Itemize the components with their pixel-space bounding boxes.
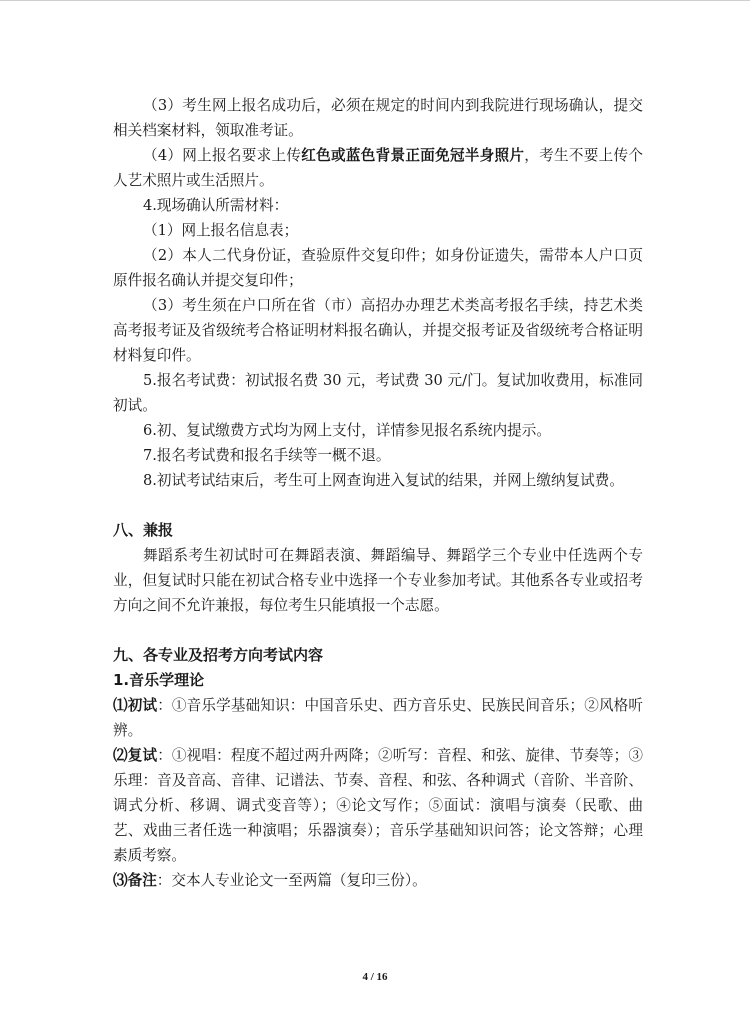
- item-exam-fees: 5.报名考试费：初试报名费 30 元，考试费 30 元/门。复试加收费用，标准同初试。: [113, 372, 643, 414]
- photo-requirement-suffix: ，考生不要上传个人艺术照片或生活照片。: [113, 147, 643, 189]
- exam-second-round-label: ⑵复试: [113, 747, 158, 764]
- item-onsite-materials-heading: 4.现场确认所需材料：: [143, 197, 289, 214]
- item-results-query: 8.初试考试结束后，考生可上网查询进入复试的结果，并网上缴纳复试费。: [143, 472, 624, 489]
- item-onsite-material-1: （1）网上报名信息表；: [143, 222, 299, 239]
- exam-preliminary-label: ⑴初试: [113, 697, 158, 714]
- item-no-refund: 7.报名考试费和报名手续等一概不退。: [143, 447, 391, 464]
- exam-note-label: ⑶备注: [113, 872, 157, 889]
- item-onsite-material-2: （2）本人二代身份证，查验原件交复印件；如身份证遗失，需带本人户口页原件报名确认并提交复印件；: [113, 247, 643, 289]
- page-edge: [0, 0, 750, 1]
- exam-note-text: ：交本人专业论文一至两篇（复印三份）。: [156, 872, 427, 889]
- exam-second-round-text: ：①视唱：程度不超过两升两降；②听写：音程、和弦、旋律、节奏等；③乐理：音及音高、音律、记谱法、节奏、音程、和弦、各种调式（音阶、半音阶、调式分析、移调、调式变音等）；④论文写作；⑤面试：演唱与演奏（民歌、曲艺、戏曲三者任选一种演唱；乐器演奏）；音乐学基础知识问答；论文答辩；心理素质考察。: [113, 747, 643, 864]
- page-number: 4 / 16: [362, 971, 388, 983]
- exam-preliminary-text: ：①音乐学基础知识：中国音乐史、西方音乐史、民族民间音乐；②风格听辨。: [113, 697, 643, 739]
- section-title-exam-content: 九、各专业及招考方向考试内容: [113, 646, 324, 664]
- exam-second-round: [113, 743, 643, 868]
- document-body: [113, 93, 643, 893]
- paragraph-registration-confirmation: （3）考生网上报名成功后，必须在规定的时间内到我院进行现场确认，提交相关档案材料，领取准考证。: [113, 97, 643, 139]
- exam-note: [113, 868, 643, 893]
- item-onsite-material-3: （3）考生须在户口所在省（市）高招办办理艺术类高考报名手续，持艺术类高考报考证及省级统考合格证明材料报名确认，并提交报考证及省级统考合格证明材料复印件。: [113, 297, 643, 364]
- spacer: [113, 618, 643, 643]
- section-title-multiple-registration: 八、兼报: [113, 521, 174, 539]
- section-body-multiple-registration: 舞蹈系考生初试时可在舞蹈表演、舞蹈编导、舞蹈学三个专业中任选两个专业，但复试时只能在初试合格专业中选择一个专业参加考试。其他系各专业或招考方向之间不允许兼报，每位考生只能填报一个志愿。: [113, 547, 643, 614]
- item-payment-method: 6.初、复试缴费方式均为网上支付，详情参见报名系统内提示。: [143, 422, 551, 439]
- paragraph-photo-requirement: [113, 143, 643, 193]
- subsection-title-musicology: 1.音乐学理论: [113, 671, 205, 689]
- photo-requirement-prefix: （4）网上报名要求上传: [143, 147, 302, 164]
- exam-preliminary: [113, 693, 643, 743]
- photo-requirement-highlight: 红色或蓝色背景正面免冠半身照片: [301, 147, 525, 164]
- spacer: [113, 493, 643, 518]
